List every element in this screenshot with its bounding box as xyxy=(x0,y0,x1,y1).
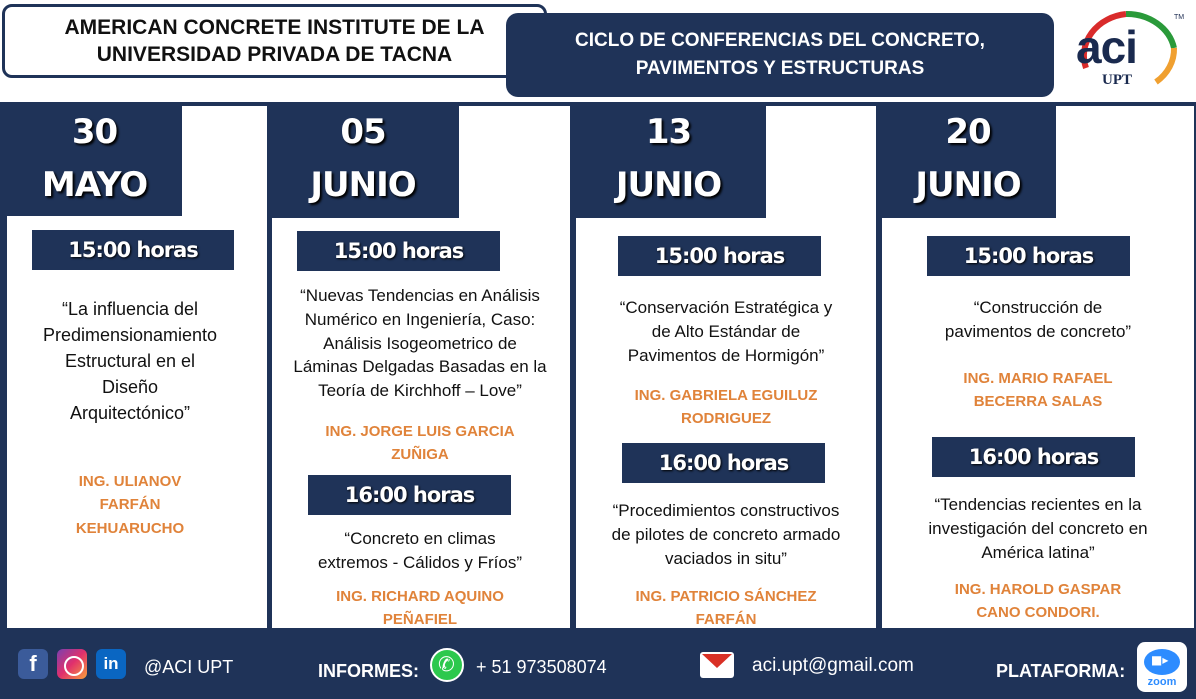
time-box: 16:00 horas xyxy=(932,437,1135,477)
date-day: 20 xyxy=(945,112,991,152)
column-13-junio xyxy=(576,106,876,628)
speaker-name: ING. HAROLD GASPAR CANO CONDORI. xyxy=(954,581,1122,622)
date-box xyxy=(267,106,459,218)
speaker-name: ING. PATRICIO SÁNCHEZ FARFÁN xyxy=(635,588,817,629)
talk-title: “Procedimientos constructivos de pilotes de concreto armado vaciados in situ” xyxy=(611,501,841,568)
facebook-icon[interactable]: f xyxy=(18,649,48,679)
time-box: 15:00 horas xyxy=(297,231,500,271)
date-month: JUNIO xyxy=(615,164,722,205)
date-box xyxy=(7,106,182,216)
date-day: 30 xyxy=(71,112,118,152)
aci-upt-logo xyxy=(1066,8,1186,94)
logo-upt-text: UPT xyxy=(1102,72,1132,88)
social-handle: @ACI UPT xyxy=(144,657,234,677)
date-month: JUNIO xyxy=(310,164,416,205)
zoom-icon[interactable] xyxy=(1137,642,1187,692)
talk-title: “Nuevas Tendencias en Análisis Numérico en Ingeniería, Caso: Análisis Isogeometrico de Láminas Delgadas Basadas en la Teoría de Kirchhoff – Love” xyxy=(293,286,547,401)
gmail-icon[interactable] xyxy=(700,652,734,678)
date-day: 05 xyxy=(340,112,386,152)
speaker-name: ING. RICHARD AQUINO PEÑAFIEL xyxy=(336,588,504,629)
talk-title: “La influencia del Predimensionamiento Estructural en el Diseño Arquitectónico” xyxy=(42,299,218,424)
date-box xyxy=(880,106,1056,218)
logo-aci-text: aci xyxy=(1076,21,1137,73)
talk-title: “Conservación Estratégica y de Alto Estándar de Pavimentos de Hormigón” xyxy=(619,298,833,365)
date-month: JUNIO xyxy=(915,164,1021,205)
speaker-name: ING. GABRIELA EGUILUZ RODRIGUEZ xyxy=(634,387,818,428)
zoom-label: zoom xyxy=(1147,676,1177,688)
cycle-title-box xyxy=(506,13,1054,97)
plataforma-label: PLATAFORMA: xyxy=(996,661,1126,681)
speaker-name: ING. ULIANOV FARFÁN KEHUARUCHO xyxy=(75,473,185,537)
cycle-title: CICLO DE CONFERENCIAS DEL CONCRETO, PAVIMENTOS Y ESTRUCTURAS xyxy=(575,30,985,79)
time-box: 15:00 horas xyxy=(927,236,1130,276)
speaker-name: ING. JORGE LUIS GARCIA ZUÑIGA xyxy=(325,423,515,464)
logo-tm-mark: TM xyxy=(1174,14,1185,21)
column-30-mayo xyxy=(7,106,267,628)
date-day: 13 xyxy=(645,112,692,152)
time-box: 16:00 horas xyxy=(622,443,825,483)
email-address: aci.upt@gmail.com xyxy=(752,655,914,676)
column-05-junio xyxy=(272,106,570,628)
date-box xyxy=(571,106,766,218)
talk-title: “Tendencias recientes en la investigación del concreto en América latina” xyxy=(928,495,1148,562)
speaker-name: ING. MARIO RAFAEL BECERRA SALAS xyxy=(963,370,1113,411)
phone-number: + 51 973508074 xyxy=(476,657,607,677)
time-box: 15:00 horas xyxy=(32,230,234,270)
talk-title: “Construcción de pavimentos de concreto” xyxy=(944,298,1132,341)
time-box: 15:00 horas xyxy=(618,236,821,276)
footer-bar xyxy=(0,630,1196,699)
instagram-icon[interactable] xyxy=(57,649,87,679)
talk-title: “Concreto en climas extremos - Cálidos y Fríos” xyxy=(317,529,523,572)
institute-title: AMERICAN CONCRETE INSTITUTE DE LA UNIVERSIDAD PRIVADA DE TACNA xyxy=(64,15,485,66)
column-20-junio xyxy=(882,106,1194,628)
linkedin-icon[interactable]: in xyxy=(96,649,126,679)
date-month: MAYO xyxy=(41,164,148,205)
institute-title-box xyxy=(2,4,547,78)
informes-label: INFORMES: xyxy=(318,661,419,681)
whatsapp-icon[interactable] xyxy=(430,648,464,682)
time-box: 16:00 horas xyxy=(308,475,511,515)
zoom-camera-icon xyxy=(1144,649,1180,675)
